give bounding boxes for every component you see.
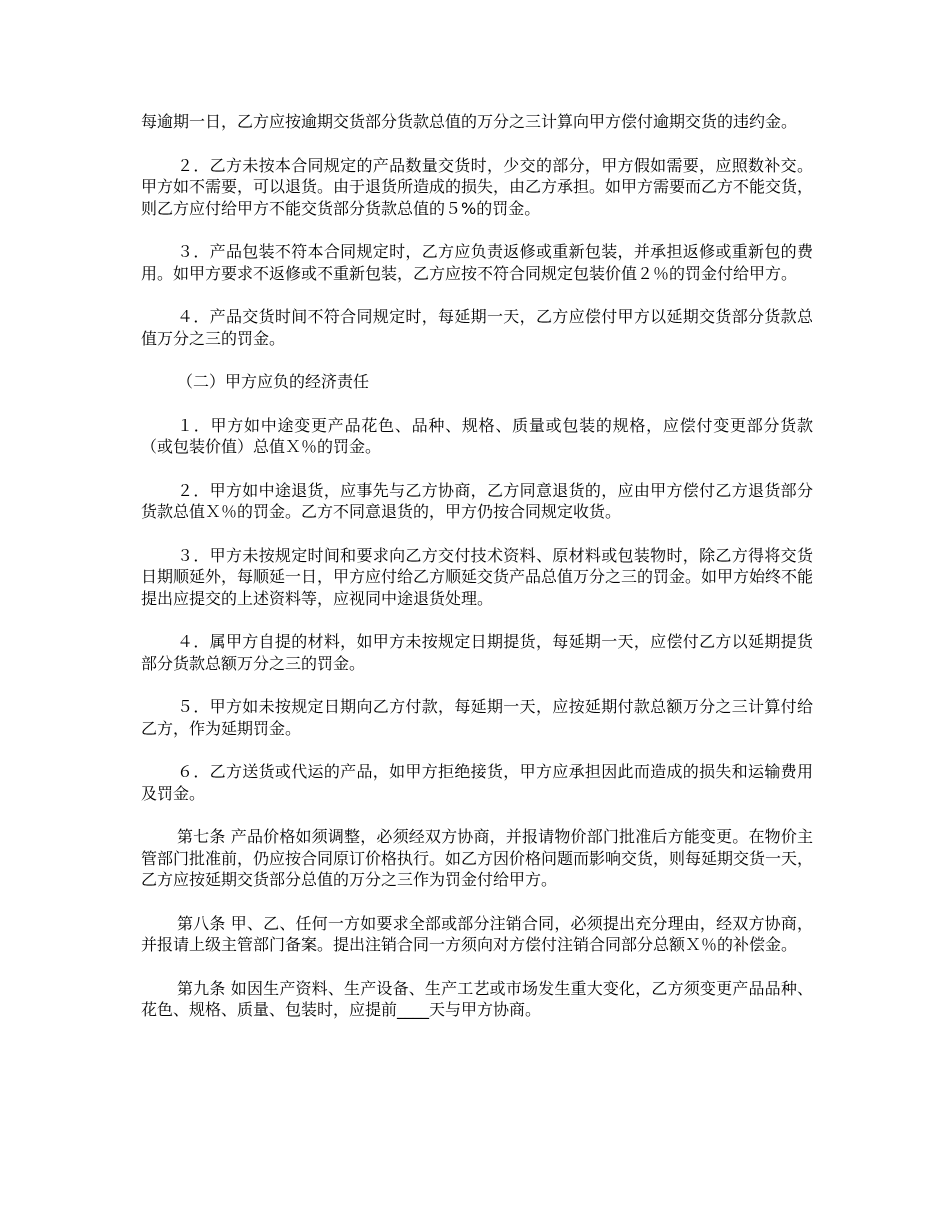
paragraph-clause-2-quantity: ２．乙方未按本合同规定的产品数量交货时，少交的部分，甲方假如需要，应照数补交。甲方如不需要，可以退货。由于退货所造成的损失，由乙方承担。如甲方需要而乙方不能交货，则乙方应付给甲方不能交货部分货款总值的５%的罚金。 — [141, 155, 814, 218]
paragraph-party-a-clause-6: ６．乙方送货或代运的产品，如甲方拒绝接货，甲方应承担因此而造成的损失和运输费用及罚金。 — [141, 762, 813, 803]
paragraph-clause-3-packaging: ３．产品包装不符本合同规定时，乙方应负责返修或重新包装，并承担返修或重新包的费用。如甲方要求不返修或不重新包装，乙方应按不符合同规定包装价值２％的罚金付给甲方。 — [141, 242, 813, 283]
paragraph-clause-4-delivery-time: ４．产品交货时间不符合同规定时，每延期一天，乙方应偿付甲方以延期交货部分货款总值万分之三的罚金。 — [141, 307, 813, 348]
paragraph-party-a-clause-4: ４．属甲方自提的材料，如甲方未按规定日期提货，每延期一天，应偿付乙方以延期提货部分货款总额万分之三的罚金。 — [141, 632, 813, 673]
paragraph-overdue-penalty: 每逾期一日，乙方应按逾期交货部分货款总值的万分之三计算向甲方偿付逾期交货的违约金。 — [141, 112, 798, 131]
paragraph-article-7: 第七条 产品价格如须调整，必须经双方协商，并报请物价部门批准后方能变更。在物价主管部门批准前，仍应按合同原订价格执行。如乙方因价格问题而影响交货，则每延期交货一天，乙方应按延期交货部分总值的万分之三作为罚金付给甲方。 — [141, 827, 814, 889]
paragraph-article-9: 第九条 如因生产资料、生产设备、生产工艺或市场发生重大变化，乙方须变更产品品种、花色、规格、质量、包装时，应提前____天与甲方协商。 — [141, 978, 813, 1019]
paragraph-party-a-clause-5: ５．甲方如未按规定日期向乙方付款，每延期一天，应按延期付款总额万分之三计算付给乙方，作为延期罚金。 — [141, 697, 813, 738]
paragraph-article-8: 第八条 甲、乙、任何一方如要求全部或部分注销合同，必须提出充分理由，经双方协商，并报请上级主管部门备案。提出注销合同一方须向对方偿付注销合同部分总额Ｘ％的补偿金。 — [141, 913, 813, 954]
document-page — [141, 111, 813, 1043]
paragraph-party-a-clause-2: ２．甲方如中途退货，应事先与乙方协商，乙方同意退货的，应由甲方偿付乙方退货部分货款总值Ｘ％的罚金。乙方不同意退货的，甲方仍按合同规定收货。 — [141, 480, 813, 521]
paragraph-party-a-clause-1: １．甲方如中途变更产品花色、品种、规格、质量或包装的规格，应偿付变更部分货款（或包装价值）总值Ｘ％的罚金。 — [141, 415, 813, 456]
section-heading-party-a-liability: （二）甲方应负的经济责任 — [177, 372, 370, 391]
paragraph-party-a-clause-3: ３．甲方未按规定时间和要求向乙方交付技术资料、原材料或包装物时，除乙方得将交货日期顺延外，每顺延一日，甲方应付给乙方顺延交货产品总值万分之三的罚金。如甲方始终不能提出应提交的上述资料等，应视同中途退货处理。 — [141, 545, 814, 608]
